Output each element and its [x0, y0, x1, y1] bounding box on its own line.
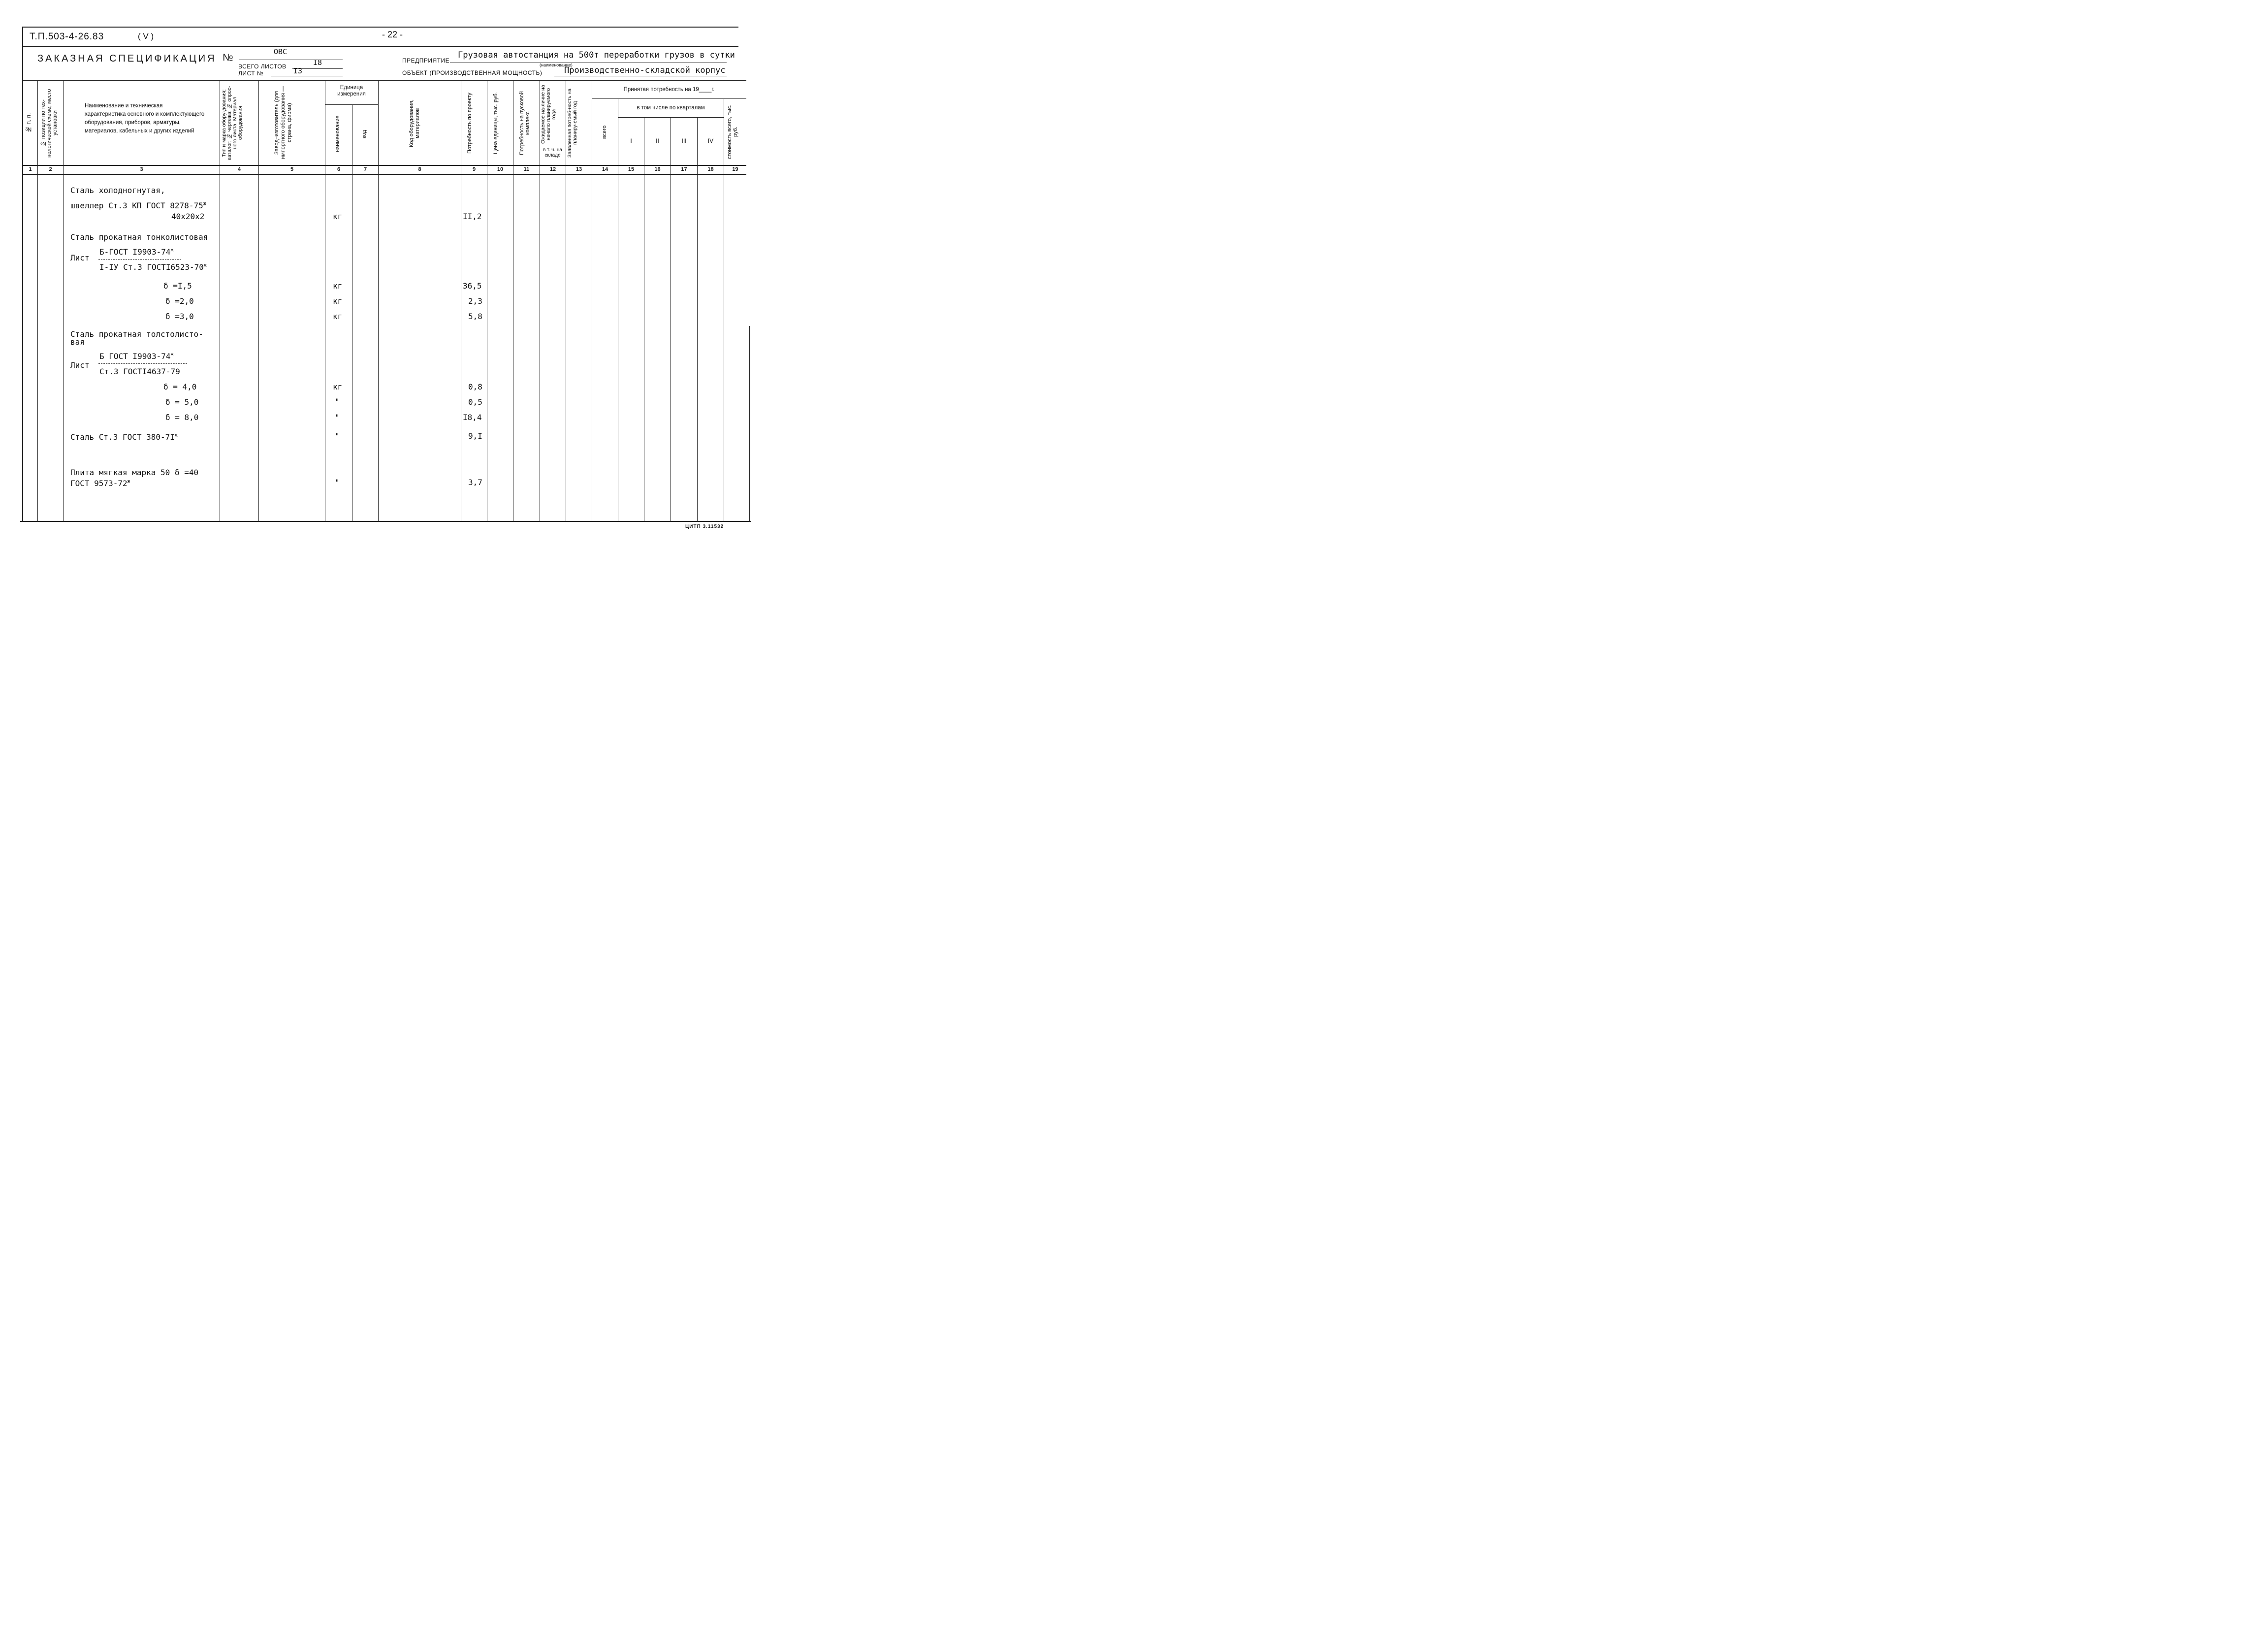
enterprise-label: ПРЕДПРИЯТИЕ	[402, 57, 450, 64]
unit-cell: "	[335, 431, 340, 441]
accepted-group-rule	[592, 98, 746, 99]
right-border	[749, 326, 750, 522]
column-number: 16	[654, 166, 661, 172]
column-number: 3	[140, 166, 143, 172]
header-rule	[23, 46, 738, 47]
col-header-declared-need-text: Заявленная потреб-ность на планиру-емый год	[567, 88, 578, 158]
item-sheet-denominator	[99, 262, 207, 272]
column-number: 14	[602, 166, 608, 172]
item-thick-sheet-steel-cont: вая	[70, 337, 85, 347]
column-number: 13	[575, 166, 582, 172]
column-number: 17	[681, 166, 687, 172]
item-cold-bent-steel: Сталь холодногнутая,	[70, 186, 165, 195]
item-sheet-denominator-text: I-IУ Ст.3 ГОСТI6523-70	[99, 262, 204, 272]
fraction-line	[98, 363, 187, 364]
page-title: ЗАКАЗНАЯ СПЕЦИФИКАЦИЯ	[37, 53, 217, 64]
spec-number-value: ОВС	[274, 47, 287, 56]
item-sheet-prefix: Лист	[70, 360, 90, 370]
col-header-q3: III	[681, 137, 687, 144]
unit-cell: кг	[333, 382, 343, 391]
col-header-q2: II	[656, 137, 659, 144]
unit-cell: "	[335, 397, 340, 406]
col-header-unit-price	[493, 85, 508, 162]
page-number: - 22 -	[382, 30, 403, 39]
item-sheet-numerator-text: Б-ГОСТ I9903-74	[99, 247, 171, 257]
col-header-declared-need	[567, 85, 590, 162]
col-header-type-text: Тип и марка обору-дования; каталог; № чертежа; № опрос-ного листа. Материал оборудования	[221, 86, 243, 161]
item-sheet-prefix: Лист	[70, 253, 90, 262]
col-header-expected-stock	[541, 84, 565, 145]
spec-number-label: №	[223, 52, 233, 63]
column-number: 2	[49, 166, 52, 172]
col-header-manufacturer-text: Завод–изготовитель (для импортного оборудования —страна, фирма)	[274, 86, 292, 160]
unit-cell: кг	[333, 312, 343, 321]
vline-4	[258, 80, 259, 522]
col-header-name: Наименование и техническая характеристика основного и комплектующего оборудования, приборов, арматуры, материалов, кабельных и других изделий	[85, 103, 205, 134]
item-sheet-numerator-text: Б ГОСТ I9903-74	[99, 352, 171, 361]
col-header-project-need-text: Потребность по проекту	[467, 93, 473, 154]
total-sheets-label: ВСЕГО ЛИСТОВ	[238, 63, 287, 70]
col-header-cost	[727, 100, 746, 163]
column-numbers-bottom-rule	[23, 174, 746, 175]
item-channel-size: 40х20х2	[171, 212, 205, 221]
item-sheet-numerator	[99, 247, 174, 257]
col-header-accepted-group: Принятая потребность на 19____г.	[623, 87, 715, 93]
col-header-equipment-code-text: Код оборудования, материалов	[409, 99, 420, 147]
revision-mark: ж	[170, 247, 174, 253]
enterprise-value: Грузовая автостанция на 500т переработки грузов в сутки	[458, 50, 735, 60]
unit-group-rule	[325, 104, 378, 105]
col-header-equipment-code	[409, 85, 428, 162]
unit-cell: "	[335, 413, 340, 422]
revision-mark: ж	[203, 262, 207, 268]
item-channel-spec	[70, 201, 206, 210]
item-channel-spec-text: швеллер Ст.3 КП ГОСТ 8278-75	[70, 201, 203, 210]
thickness-label: δ =I,5	[163, 281, 192, 291]
col-header-row-number: № п. п.	[25, 113, 32, 133]
doc-code: Т.П.503-4-26.83	[30, 32, 104, 42]
quantity-cell: 5,8	[468, 312, 482, 321]
item-thick-sheet-steel: Сталь прокатная толстолисто-	[70, 329, 203, 339]
top-rule	[23, 27, 738, 28]
fraction-line	[98, 259, 181, 260]
quantity-cell: 2,3	[468, 296, 482, 306]
col-header-q4: IV	[707, 137, 714, 144]
item-soft-slab-standard-text: ГОСТ 9573-72	[70, 479, 128, 488]
quarters-group-rule	[618, 117, 724, 118]
thickness-label: δ = 4,0	[163, 382, 197, 391]
col-header-unit-code: код	[361, 130, 367, 138]
item-steel-st3-text: Сталь Ст.3 ГОСТ 380-7I	[70, 432, 175, 442]
unit-cell: кг	[333, 281, 343, 291]
table-top-rule	[23, 80, 746, 81]
item-thin-sheet-steel: Сталь прокатная тонколистовая	[70, 232, 208, 242]
column-number: 15	[628, 166, 635, 172]
thickness-label: δ =3,0	[165, 312, 194, 321]
column-number: 18	[707, 166, 714, 172]
column-number: 8	[418, 166, 421, 172]
revision-mark: ж	[127, 479, 130, 485]
quantity-cell: 3,7	[468, 478, 482, 487]
quantity-cell: 0,5	[468, 397, 482, 407]
column-number: 7	[363, 166, 367, 172]
quantity-cell: 0,8	[468, 382, 482, 391]
table-bottom-rule	[20, 521, 751, 522]
vline-2	[63, 80, 64, 522]
col-header-unit-group: Единица измерения	[337, 85, 366, 97]
thickness-label: δ = 5,0	[165, 397, 199, 407]
sheet-value: I3	[293, 66, 303, 75]
vline-7	[378, 80, 379, 522]
col-header-q1: I	[630, 137, 632, 144]
column-number: 4	[237, 166, 241, 172]
col-header-startup-need-text: Потребность на пусковой комплекс	[519, 91, 531, 155]
col-header-expected-stock-text: Ожидаемое на-личие на начало планируемого года	[540, 85, 557, 144]
vline-1	[37, 80, 38, 522]
col-header-type	[222, 84, 257, 163]
quantity-cell: I8,4	[463, 413, 482, 422]
unit-cell: кг	[333, 212, 343, 221]
col-header-in-stock: в т. ч. на складе	[543, 147, 562, 158]
column-number: 9	[472, 166, 476, 172]
column-number: 11	[523, 166, 530, 172]
col-header-total: всего	[602, 125, 607, 139]
left-border	[22, 27, 23, 522]
object-label: ОБЪЕКТ (ПРОИЗВОДСТВЕННАЯ МОЩНОСТЬ)	[402, 69, 543, 76]
col-header-unit-name: наименование	[335, 115, 341, 153]
item-soft-slab: Плита мягкая марка 50 δ =40	[70, 468, 199, 477]
col-header-manufacturer	[274, 86, 310, 160]
album-number: ( V )	[138, 32, 154, 41]
column-number: 5	[290, 166, 294, 172]
column-number: 12	[549, 166, 556, 172]
item-steel-st3	[70, 432, 178, 442]
name-hint: (наименование)	[540, 63, 573, 67]
column-number: 10	[497, 166, 504, 172]
column-number: 6	[337, 166, 341, 172]
thickness-label: δ =2,0	[165, 296, 194, 306]
total-sheets-value: I8	[313, 58, 322, 67]
column-numbers-top-rule	[23, 165, 746, 166]
item-sheet-denominator: Ст.3 ГОСТI4637-79	[99, 367, 180, 376]
col-header-position	[40, 85, 62, 162]
revision-mark: ж	[174, 432, 178, 438]
item-sheet-numerator	[99, 352, 174, 361]
col-header-project-need	[467, 85, 481, 162]
column-number: 19	[732, 166, 738, 172]
revision-mark: ж	[203, 201, 206, 207]
col-header-quarters-group: в том числе по кварталам	[637, 105, 705, 111]
quantity-cell: 36,5	[463, 281, 482, 291]
col-header-cost-text: стоимость всего, тыс. руб.	[727, 104, 738, 160]
thickness-label: δ = 8,0	[165, 413, 199, 422]
object-value: Производственно-складской корпус	[564, 65, 726, 75]
quantity-cell: II,2	[463, 212, 482, 221]
col-header-startup-need	[519, 85, 534, 162]
revision-mark: ж	[170, 352, 174, 358]
sheet-label: ЛИСТ №	[238, 70, 264, 77]
vline-17	[697, 117, 698, 522]
column-number: 1	[29, 166, 32, 172]
unit-cell: кг	[333, 296, 343, 306]
unit-cell: "	[335, 478, 340, 487]
item-soft-slab-standard	[70, 479, 130, 488]
quantity-cell: 9,I	[468, 431, 482, 441]
col-header-unit-price-text: Цена единицы, тыс. руб.	[493, 92, 499, 155]
footer-stamp: ЦИТП 3.11532	[685, 524, 724, 529]
col-header-position-text: № позиции по тех-нологической схеме; место установки	[40, 89, 58, 158]
